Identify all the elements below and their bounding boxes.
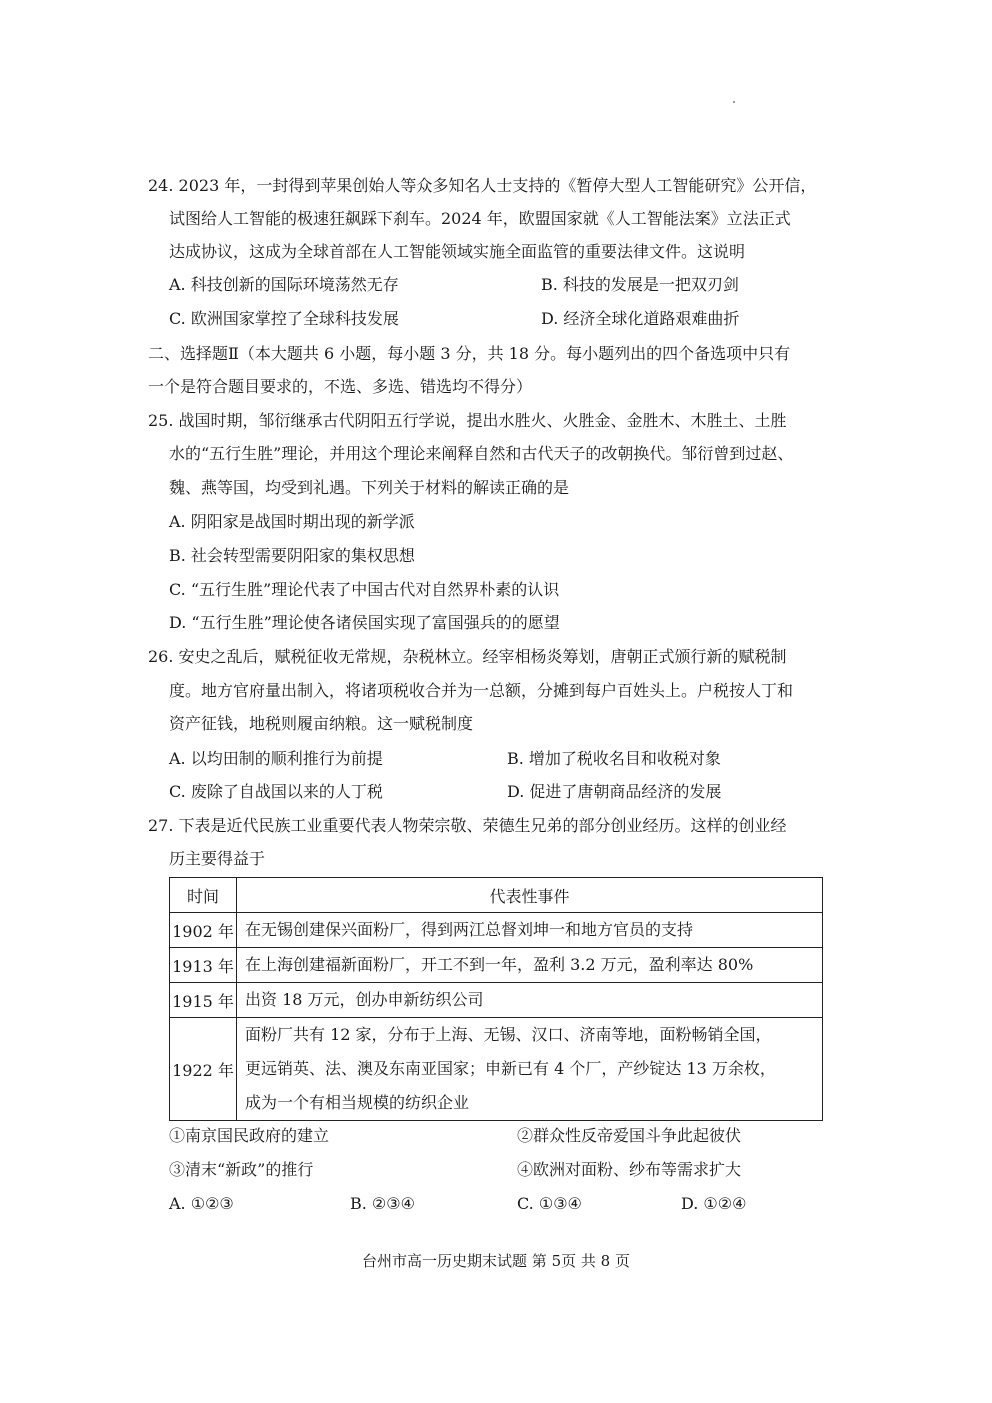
table-header-time: 时间 — [170, 878, 237, 913]
question-27-stem-line-2: 历主要得益于 — [169, 849, 266, 868]
question-25-option-a: A. 阴阳家是战国时期出现的新学派 — [169, 512, 415, 531]
question-26-option-d: D. 促进了唐朝商品经济的发展 — [507, 782, 722, 801]
question-25-option-d: D. “五行生胜”理论使各诸侯国实现了富国强兵的的愿望 — [169, 613, 560, 632]
question-25-option-b: B. 社会转型需要阴阳家的集权思想 — [169, 546, 415, 565]
table-row — [170, 983, 823, 1018]
question-24-option-d: D. 经济全球化道路艰难曲折 — [541, 309, 740, 328]
table-cell-event-line: 在无锡创建保兴面粉厂，得到两江总督刘坤一和地方官员的支持 — [245, 920, 694, 939]
table-cell-time: 1913 年 — [170, 948, 237, 983]
question-27-item-2: ②群众性反帝爱国斗争此起彼伏 — [517, 1126, 742, 1145]
question-24-option-c: C. 欧洲国家掌控了全球科技发展 — [169, 309, 399, 328]
table-cell-time: 1922 年 — [170, 1018, 237, 1121]
question-27-option-d: D. ①②④ — [681, 1194, 747, 1213]
question-24-stem-line-2: 试图给人工智能的极速狂飙踩下刹车。2024 年，欧盟国家就《人工智能法案》立法正式 — [169, 209, 791, 228]
table-row — [170, 1018, 823, 1121]
table-header-event: 代表性事件 — [237, 878, 823, 913]
question-26-stem-line-1: 26. 安史之乱后，赋税征收无常规，杂税林立。经宰相杨炎筹划，唐朝正式颁行新的赋税制 — [148, 647, 787, 666]
table-cell-time: 1902 年 — [170, 913, 237, 948]
table-cell-event-line: 面粉厂共有 12 家，分布于上海、无锡、汉口、济南等地，面粉畅销全国， — [245, 1025, 772, 1044]
table-cell-time: 1915 年 — [170, 983, 237, 1018]
question-27-item-4: ④欧洲对面粉、纱布等需求扩大 — [517, 1160, 742, 1179]
question-24-option-a: A. 科技创新的国际环境荡然无存 — [169, 275, 399, 294]
question-27-option-b: B. ②③④ — [350, 1194, 415, 1213]
table-cell-event-line: 更远销英、法、澳及东南亚国家；申新已有 4 个厂，产纱锭达 13 万余枚， — [245, 1059, 776, 1078]
section-2-heading-line-1: 二、选择题Ⅱ（本大题共 6 小题，每小题 3 分，共 18 分。每小题列出的四个备选项中只有 — [148, 344, 791, 363]
section-2-heading-line-2: 一个是符合题目要求的，不选、多选、错选均不得分） — [148, 377, 533, 396]
question-25-stem-line-1: 25. 战国时期，邹衍继承古代阴阳五行学说，提出水胜火、火胜金、金胜木、木胜土、土胜 — [148, 411, 787, 430]
question-25-stem-line-3: 魏、燕等国，均受到礼遇。下列关于材料的解读正确的是 — [169, 478, 570, 497]
question-26-option-b: B. 增加了税收名目和收税对象 — [507, 749, 721, 768]
table-cell-event — [237, 913, 823, 948]
table-cell-event — [237, 1018, 823, 1121]
table-cell-event — [237, 983, 823, 1018]
question-24-stem-line-3: 达成协议，这成为全球首部在人工智能领域实施全面监管的重要法律文件。这说明 — [169, 242, 746, 261]
scan-speck — [733, 101, 735, 103]
table-row — [170, 948, 823, 983]
events-table — [169, 877, 823, 1121]
table-cell-event-line: 出资 18 万元，创办申新纺织公司 — [245, 990, 484, 1009]
question-26-stem-line-3: 资产征钱，地税则履亩纳粮。这一赋税制度 — [169, 714, 474, 733]
table-cell-event — [237, 948, 823, 983]
question-27-stem-line-1: 27. 下表是近代民族工业重要代表人物荣宗敬、荣德生兄弟的部分创业经历。这样的创业经 — [148, 816, 787, 835]
table-header-row — [170, 878, 823, 913]
question-27-option-c: C. ①③④ — [517, 1194, 582, 1213]
question-27-item-3: ③清末“新政”的推行 — [169, 1160, 314, 1179]
question-26-option-a: A. 以均田制的顺利推行为前提 — [169, 749, 383, 768]
table-cell-event-line: 在上海创建福新面粉厂，开工不到一年，盈利 3.2 万元，盈利率达 80% — [245, 955, 754, 974]
question-25-stem-line-2: 水的“五行生胜”理论，并用这个理论来阐释自然和古代天子的改朝换代。邹衍曾到过赵、 — [169, 444, 794, 463]
question-26-option-c: C. 废除了自战国以来的人丁税 — [169, 782, 383, 801]
question-25-option-c: C. “五行生胜”理论代表了中国古代对自然界朴素的认识 — [169, 580, 560, 599]
question-24-option-b: B. 科技的发展是一把双刃剑 — [541, 275, 739, 294]
table-cell-event-line: 成为一个有相当规模的纺织企业 — [245, 1093, 470, 1112]
question-27-option-a: A. ①②③ — [169, 1194, 234, 1213]
page-footer: 台州市高一历史期末试题 第 5页 共 8 页 — [362, 1252, 630, 1270]
question-27-item-1: ①南京国民政府的建立 — [169, 1126, 330, 1145]
question-26-stem-line-2: 度。地方官府量出制入，将诸项税收合并为一总额，分摊到每户百姓头上。户税按人丁和 — [169, 681, 794, 700]
table-row — [170, 913, 823, 948]
question-24-stem-line-1: 24. 2023 年，一封得到苹果创始人等众多知名人士支持的《暂停大型人工智能研究》公开信， — [148, 176, 817, 195]
